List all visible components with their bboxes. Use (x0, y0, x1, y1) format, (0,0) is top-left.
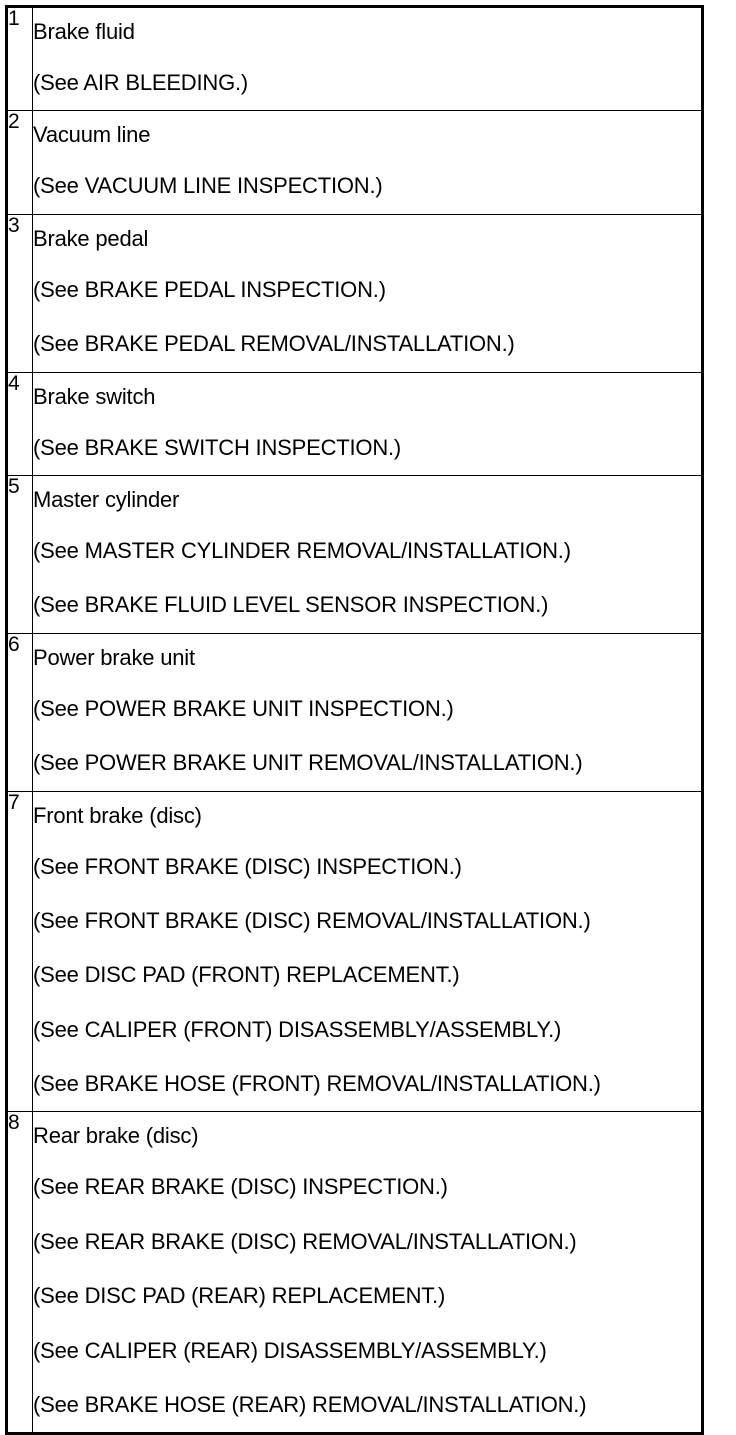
reference-link[interactable]: (See VACUUM LINE INSPECTION.) (33, 173, 383, 199)
table-row (7, 633, 703, 791)
reference-link[interactable]: (See CALIPER (FRONT) DISASSEMBLY/ASSEMBLY.) (33, 1016, 562, 1042)
reference-link[interactable]: (See BRAKE PEDAL INSPECTION.) (33, 276, 386, 302)
reference-link[interactable]: (See CALIPER (REAR) DISASSEMBLY/ASSEMBLY.) (33, 1337, 547, 1363)
item-content (33, 372, 703, 475)
reference-link[interactable]: (See BRAKE SWITCH INSPECTION.) (33, 434, 402, 460)
item-title: Master cylinder (33, 486, 180, 512)
item-number: 7 (7, 791, 33, 1112)
item-title: Vacuum line (33, 122, 151, 148)
item-content (33, 7, 703, 111)
item-content (33, 1112, 703, 1434)
item-number: 6 (7, 633, 33, 791)
item-title: Brake fluid (33, 19, 135, 44)
reference-link[interactable]: (See AIR BLEEDING.) (33, 70, 249, 95)
reference-link[interactable]: (See BRAKE FLUID LEVEL SENSOR INSPECTION.) (33, 592, 549, 618)
item-content (33, 791, 703, 1112)
table-row (7, 475, 703, 633)
item-number: 4 (7, 372, 33, 475)
item-number: 2 (7, 111, 33, 214)
reference-link[interactable]: (See REAR BRAKE (DISC) REMOVAL/INSTALLATION.) (33, 1228, 577, 1254)
table-row (7, 372, 703, 475)
reference-link[interactable]: (See DISC PAD (REAR) REPLACEMENT.) (33, 1283, 446, 1309)
reference-link[interactable]: (See BRAKE PEDAL REMOVAL/INSTALLATION.) (33, 331, 515, 357)
brake-components-table (5, 5, 704, 1435)
reference-link[interactable]: (See POWER BRAKE UNIT REMOVAL/INSTALLATION.) (33, 750, 583, 776)
item-title: Brake switch (33, 383, 156, 409)
item-number: 3 (7, 214, 33, 372)
item-content (33, 633, 703, 791)
item-title: Power brake unit (33, 644, 195, 670)
item-title: Rear brake (disc) (33, 1123, 199, 1149)
table-row (7, 111, 703, 214)
item-number: 8 (7, 1112, 33, 1434)
table-row (7, 7, 703, 111)
reference-link[interactable]: (See FRONT BRAKE (DISC) INSPECTION.) (33, 853, 462, 879)
item-content (33, 475, 703, 633)
item-content (33, 111, 703, 214)
table-row (7, 791, 703, 1112)
reference-link[interactable]: (See REAR BRAKE (DISC) INSPECTION.) (33, 1174, 448, 1200)
item-number: 5 (7, 475, 33, 633)
item-title: Front brake (disc) (33, 802, 202, 828)
reference-link[interactable]: (See DISC PAD (FRONT) REPLACEMENT.) (33, 962, 460, 988)
table-row (7, 214, 703, 372)
table-row (7, 1112, 703, 1434)
item-content (33, 214, 703, 372)
reference-link[interactable]: (See BRAKE HOSE (REAR) REMOVAL/INSTALLATION.) (33, 1392, 587, 1418)
reference-link[interactable]: (See MASTER CYLINDER REMOVAL/INSTALLATION.) (33, 537, 571, 563)
item-title: Brake pedal (33, 225, 149, 251)
reference-link[interactable]: (See BRAKE HOSE (FRONT) REMOVAL/INSTALLATION.) (33, 1071, 601, 1097)
item-number: 1 (7, 7, 33, 111)
reference-link[interactable]: (See POWER BRAKE UNIT INSPECTION.) (33, 695, 454, 721)
reference-link[interactable]: (See FRONT BRAKE (DISC) REMOVAL/INSTALLATION.) (33, 907, 591, 933)
